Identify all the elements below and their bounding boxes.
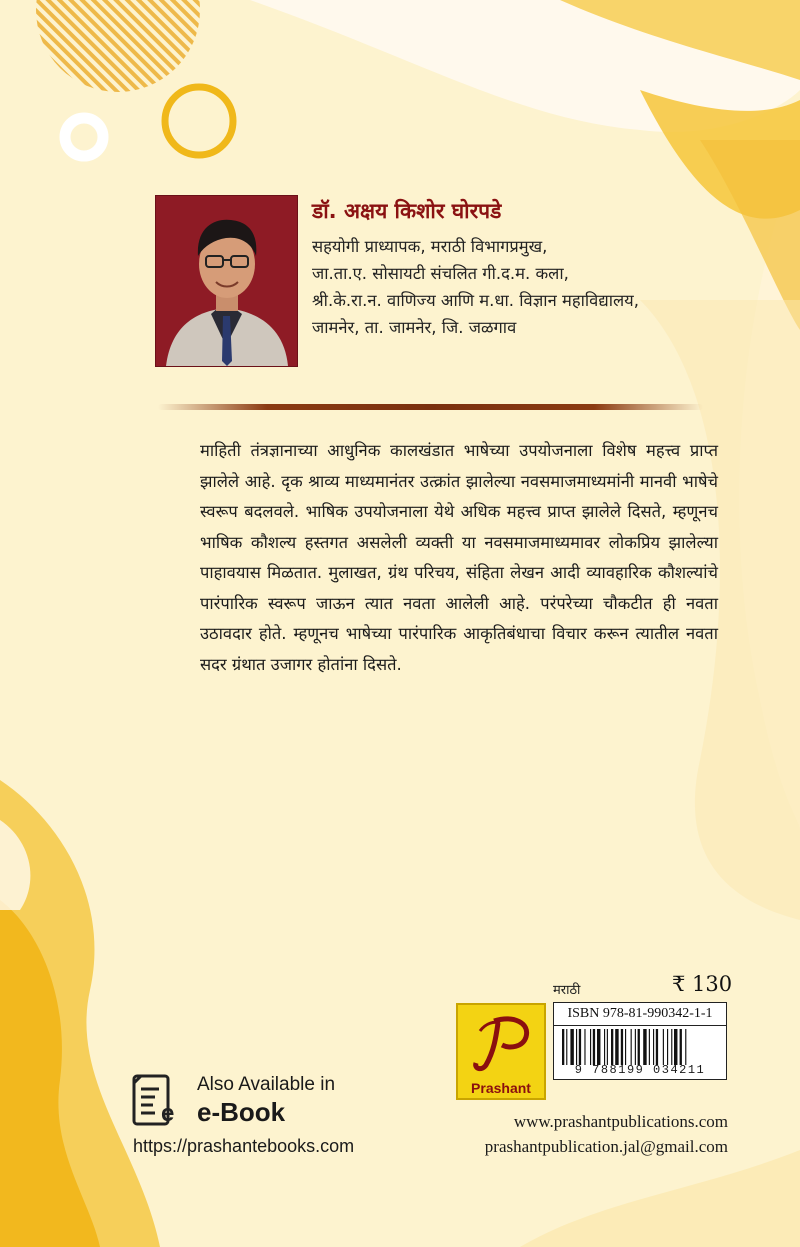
book-language: मराठी xyxy=(553,983,581,998)
author-location: जामनेर, ता. जामनेर, जि. जळगाव xyxy=(312,318,517,337)
isbn-number: ISBN 978-81-990342-1-1 xyxy=(554,1006,726,1026)
author-photo xyxy=(155,195,298,367)
ebook-url-link[interactable]: https://prashantebooks.com xyxy=(133,1136,355,1156)
ebook-icon xyxy=(131,1073,179,1129)
prashant-p-logo-icon xyxy=(468,1011,534,1073)
publisher-email[interactable]: prashantpublication.jal@gmail.com xyxy=(484,1137,728,1156)
publisher-logo-text: Prashant xyxy=(471,1080,531,1096)
isbn-barcode-box xyxy=(553,1002,727,1080)
author-institution-line-1: जा.ता.ए. सोसायटी संचलित गी.द.म. कला, xyxy=(312,264,569,283)
author-name: डॉ. अक्षय किशोर घोरपडे xyxy=(312,199,502,223)
book-blurb: माहिती तंत्रज्ञानाच्या आधुनिक कालखंडात भाषेच्या उपयोजनाला विशेष महत्त्व प्राप्त झालेले आहे. दृक श्राव्य माध्यमानंतर उत्क्रांत झालेल्या नवसमाजमाध्यमांनी मानवी भाषेचे स्वरूप बदलवले. भाषिक उपयोजनाला येथे अधिक महत्त्व प्राप्त झालेले दिसते, म्हणूनच भाषिक कौशल्य हस्तगत असलेली व्यक्ती या नवसमाजमाध्यमावर लोकप्रिय झालेल्या पाहावयास मिळतात. मुलाखत, ग्रंथ परिचय, संहिता लेखन आदी व्यावहारिक कौशल्यांचे पारंपारिक स्वरूप जाऊन त्यात नवता आलेली आहे. परंपरेच्या चौकटीत ही नवता उठावदार होते. म्हणूनच भाषेच्या पारंपारिक आकृतिबंधाचा विचार करून त्यातील नवता सदर ग्रंथात उजागर होतांना दिसते. xyxy=(200,441,718,674)
svg-text:e: e xyxy=(161,1100,175,1127)
ebook-availability-label: Also Available in xyxy=(197,1074,336,1095)
section-divider xyxy=(158,404,703,410)
author-institution-line-2: श्री.के.रा.न. वाणिज्य आणि म.धा. विज्ञान महाविद्यालय, xyxy=(312,291,639,310)
publisher-logo xyxy=(456,1003,546,1100)
author-designation: सहयोगी प्राध्यापक, मराठी विभागप्रमुख, xyxy=(312,237,548,256)
author-info xyxy=(312,195,782,341)
barcode-graphic xyxy=(562,1029,718,1065)
publisher-website[interactable]: www.prashantpublications.com xyxy=(513,1112,728,1131)
book-price: ₹ 130 xyxy=(672,972,733,996)
barcode-digits: 9 788199 034211 xyxy=(574,1063,706,1077)
ebook-format-label: e-Book xyxy=(197,1097,286,1127)
